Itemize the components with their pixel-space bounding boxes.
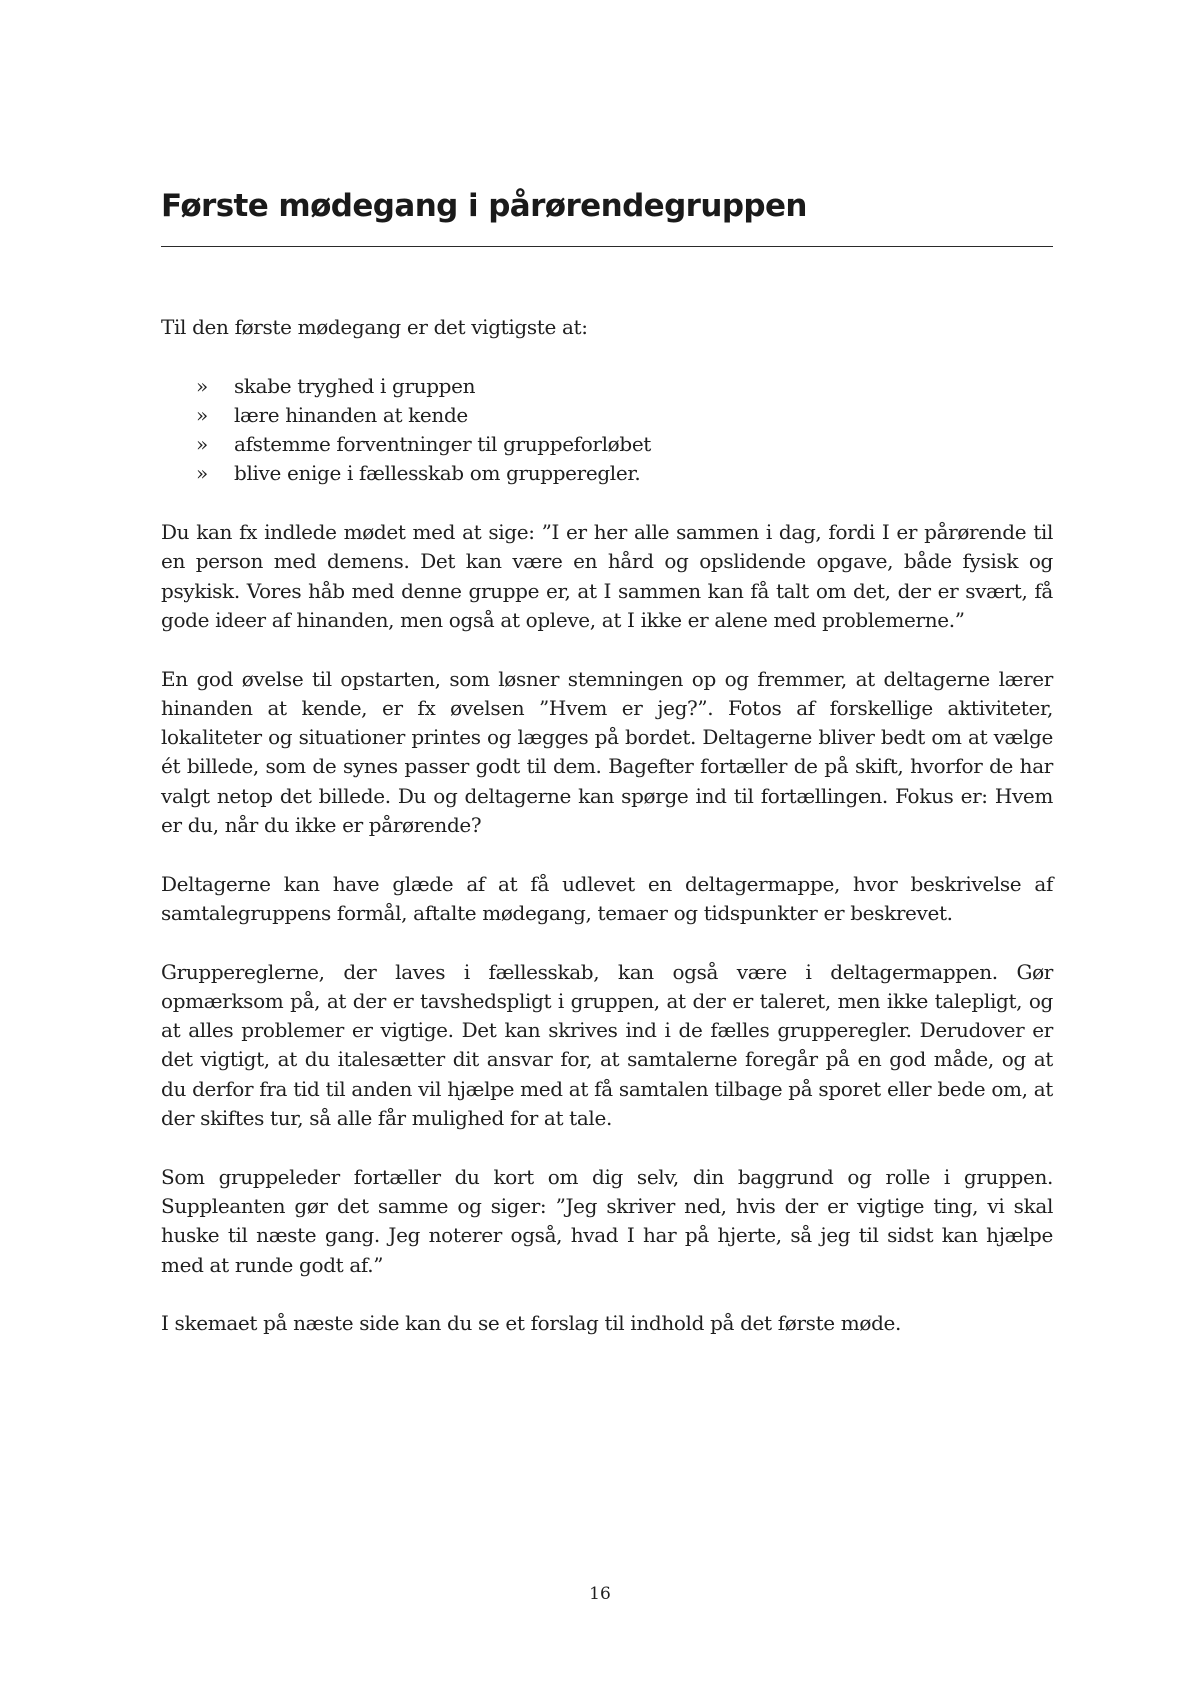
paragraph-next-page: I skemaet på næste side kan du se et forslag til indhold på det første møde. <box>161 1311 902 1336</box>
bullet-marker: » <box>196 402 208 427</box>
list-item-text: skabe tryghed i gruppen <box>234 373 476 398</box>
bullet-marker: » <box>196 432 208 457</box>
list-item-text: blive enige i fællesskab om grupperegler. <box>234 461 641 486</box>
page-title: Første mødegang i pårørendegruppen <box>161 188 807 224</box>
paragraph-opening-speech: Du kan fx indlede mødet med at sige: ”I er her alle sammen i dag, fordi I er pårørende til en person med demens. Det kan være en hård og opslidende opgave, både fysisk og psykisk. Vores håb med denne gruppe er, at I sammen kan få talt om det, der er svært, få gode ideer af hinanden, men også at opleve, at I ikke er alene med problemerne.” <box>161 520 1053 632</box>
paragraph-exercise: En god øvelse til opstarten, som løsner stemningen op og fremmer, at deltagerne lærer hinanden at kende, er fx øvelsen ”Hvem er jeg?”. Fotos af forskellige aktiviteter, lokaliteter og situationer printes og lægges på bordet. Deltagerne bliver bedt om at vælge ét billede, som de synes passer godt til dem. Bagefter fortæller de på skift, hvorfor de har valgt netop det billede. Du og deltagerne kan spørge ind til fortællingen. Fokus er: Hvem er du, når du ikke er pårørende? <box>161 666 1053 838</box>
list-item-text: afstemme forventninger til gruppeforløbet <box>234 432 651 457</box>
list-item-text: lære hinanden at kende <box>234 402 468 427</box>
body-text <box>161 313 1053 1368</box>
list-item <box>161 459 1053 488</box>
paragraph-group-leader: Som gruppeleder fortæller du kort om dig selv, din baggrund og rolle i gruppen. Suppleanten gør det samme og siger: ”Jeg skriver ned, hvis der er vigtige ting, vi skal huske til næste gang. Jeg noterer også, hvad I har på hjerte, så jeg til sidst kan hjælpe med at runde godt af.” <box>161 1164 1053 1277</box>
paragraph-group-rules: Gruppereglerne, der laves i fællesskab, kan også være i deltagermappen. Gør opmærksom på, at der er tavshedspligt i gruppen, at der er taleret, men ikke talepligt, og at alles problemer er vigtige. Det kan skrives ind i de fælles grupperegler. Derudover er det vigtigt, at du italesætter dit ansvar for, at samtalerne foregår på en god måde, og at du derfor fra tid til anden vil hjælpe med at få samtalen tilbage på sporet eller bede om, at der skiftes tur, så alle får mulighed for at tale. <box>161 959 1053 1131</box>
bullet-marker: » <box>196 461 208 486</box>
page-number: 16 <box>589 1584 611 1604</box>
list-item <box>161 430 1053 459</box>
list-item <box>161 372 1053 401</box>
paragraph-participant-folder: Deltagerne kan have glæde af at få udlevet en deltagermappe, hvor beskrivelse af samtalegruppens formål, aftalte mødegang, temaer og tidspunkter er beskrevet. <box>161 871 1053 925</box>
goal-list <box>161 372 1053 489</box>
list-item <box>161 401 1053 430</box>
bullet-marker: » <box>196 373 208 398</box>
intro-paragraph: Til den første mødegang er det vigtigste at: <box>161 315 588 339</box>
title-divider <box>161 246 1053 247</box>
